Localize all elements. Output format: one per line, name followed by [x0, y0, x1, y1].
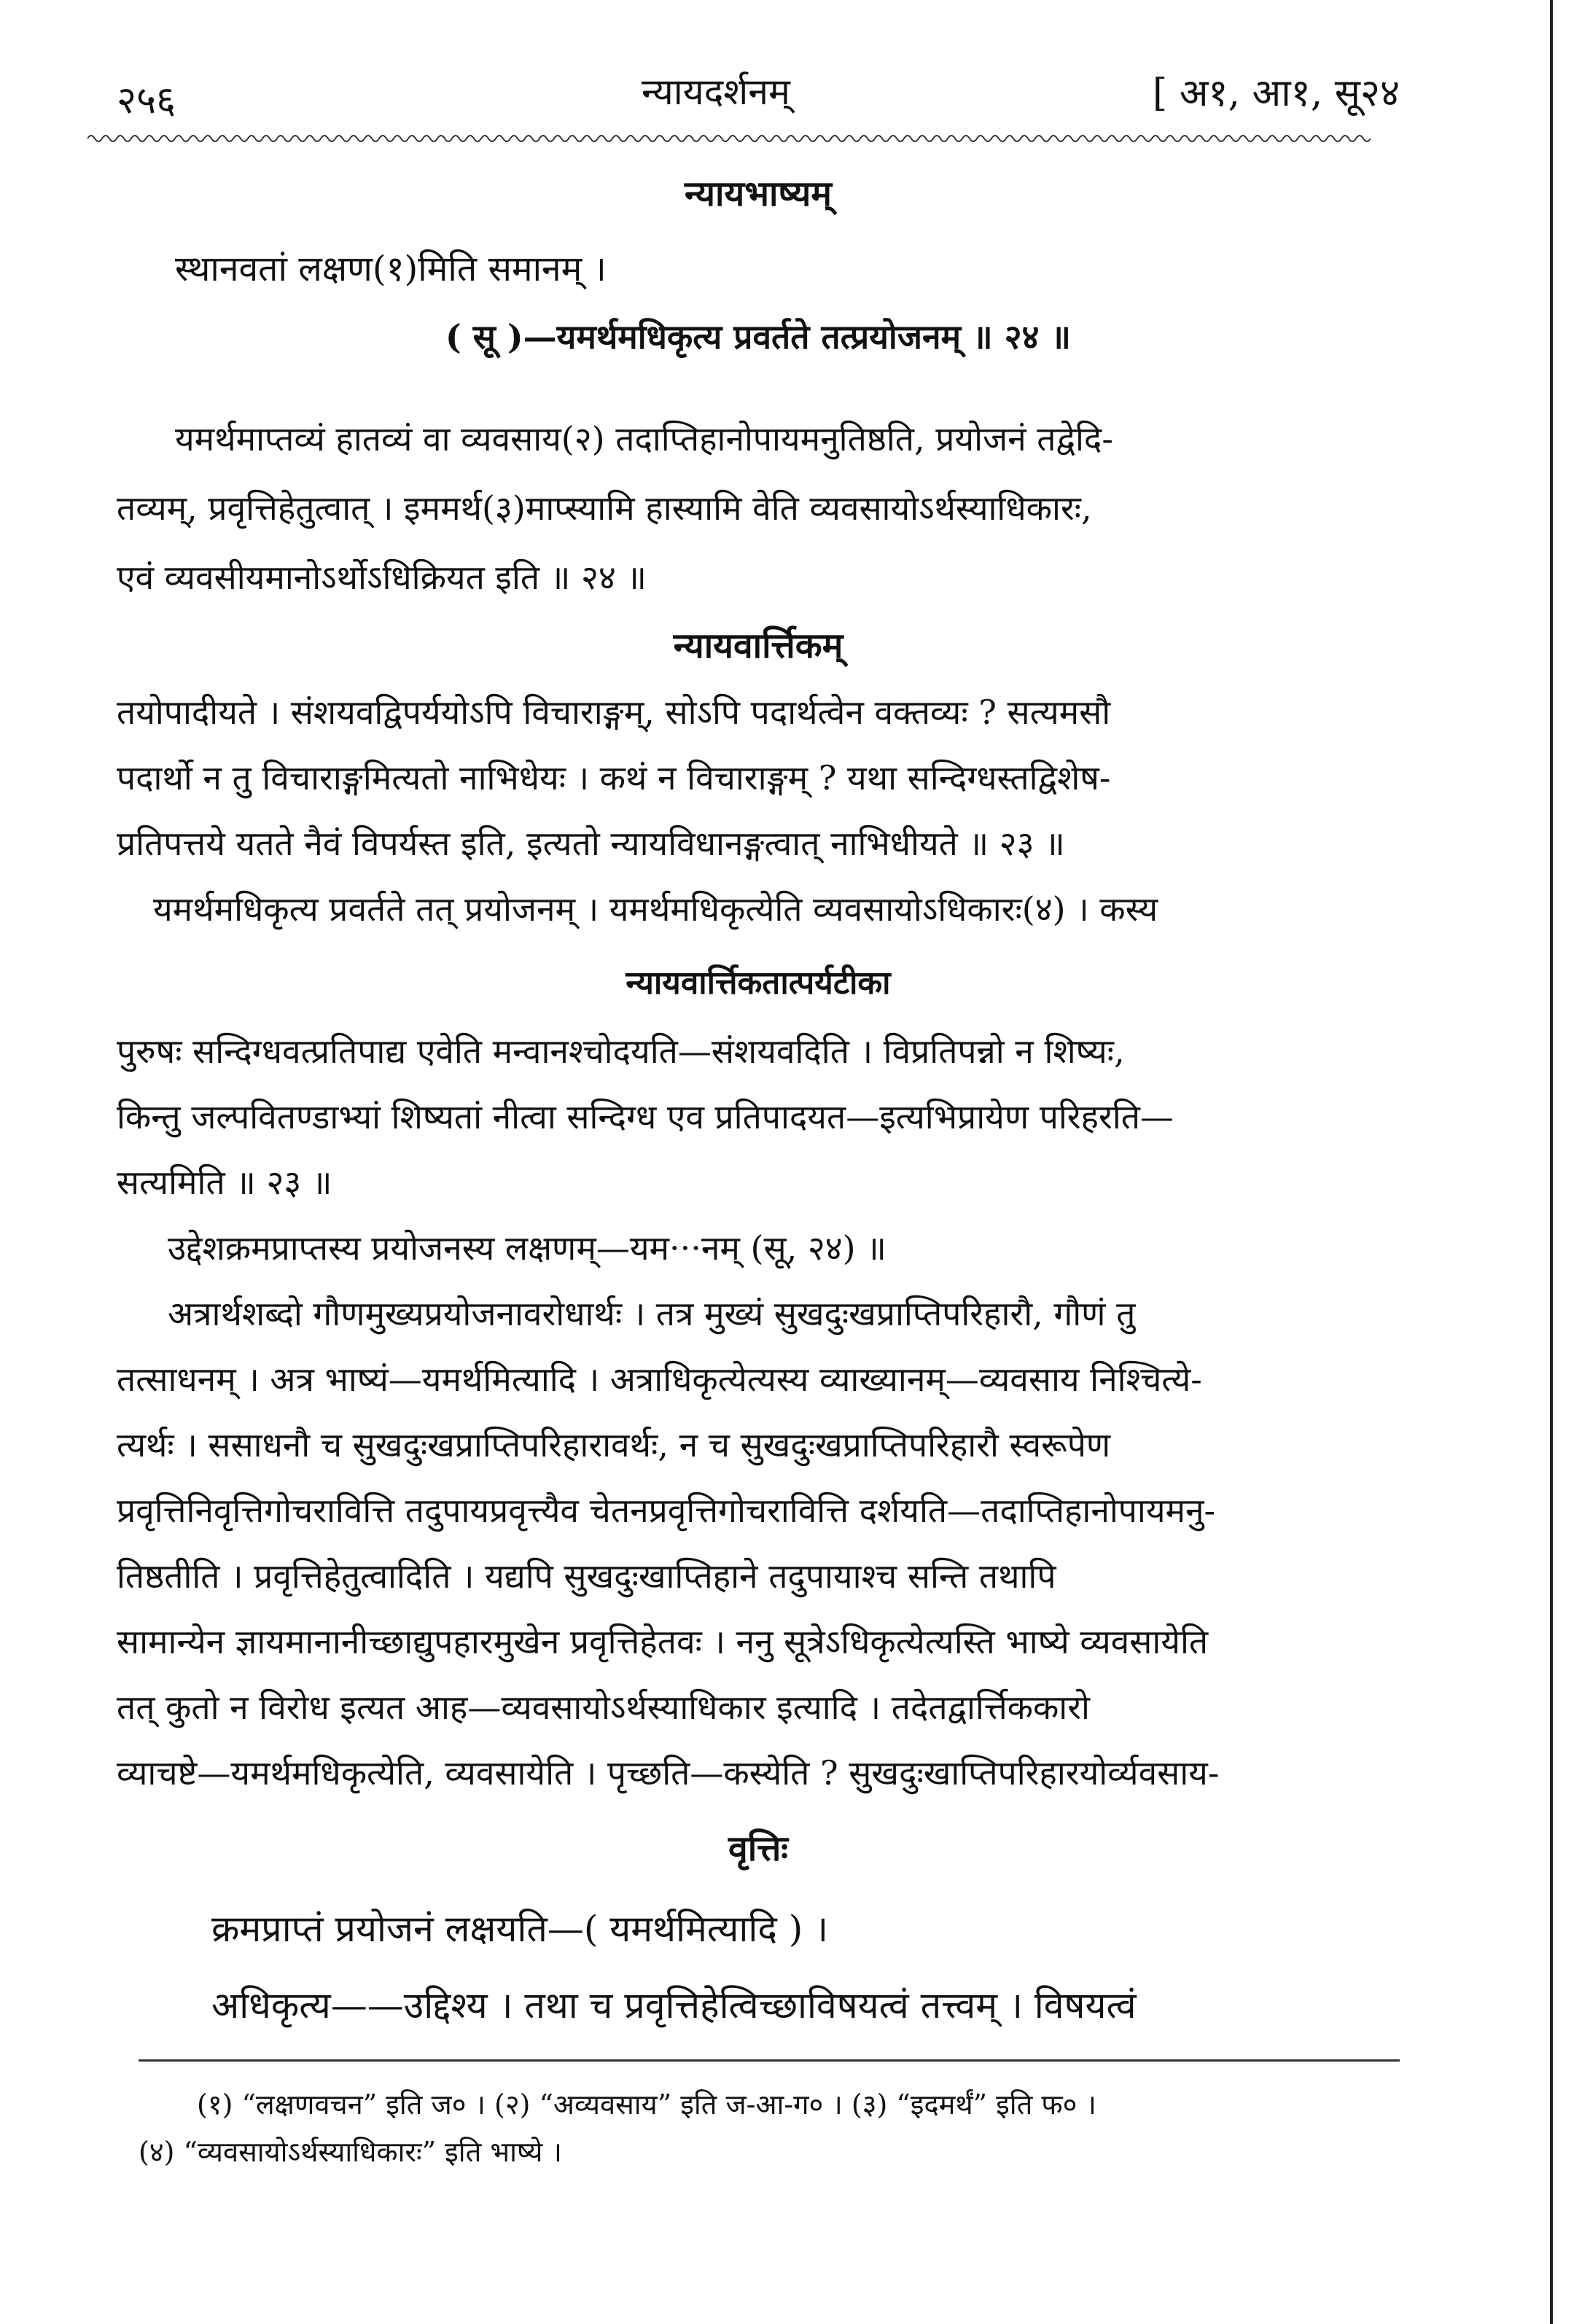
tika-line: तत्साधनम् । अत्र भाष्यं—यमर्थमित्यादि । अत्राधिकृत्येत्यस्य व्याख्यानम्—व्यवसाय निश्चित्ये-: [117, 1360, 1202, 1399]
tika-line: अत्रार्थशब्दो गौणमुख्यप्रयोजनावरोधार्थः । तत्र मुख्यं सुखदुःखप्राप्तिपरिहारौ, गौणं तु: [168, 1294, 1136, 1333]
tika-heading: न्यायवार्त्तिकतात्पर्यटीका: [626, 964, 891, 1002]
vartika-line: पदार्थो न तु विचाराङ्गमित्यतो नाभिधेयः । कथं न विचाराङ्गम् ? यथा सन्दिग्धस्तद्विशेष-: [117, 758, 1111, 798]
page-edge-rule: [1550, 0, 1553, 2324]
footnote-line: (१) “लक्षणवचन” इति ज० । (२) “अव्यवसाय” इति ज-आ-ग० । (३) “इदमर्थं” इति फ० ।: [197, 2089, 1096, 2121]
vritti-line: क्रमप्राप्तं प्रयोजनं लक्षयति—( यमर्थमित्यादि ) ।: [211, 1908, 829, 1950]
tika-line: प्रवृत्तिनिवृत्तिगोचरावित्ति तदुपायप्रवृत्त्यैव चेतनप्रवृत्तिगोचरावित्ति दर्शयति—तदाप्तिहानोपायमनु-: [117, 1491, 1216, 1530]
bhashya-line: तव्यम्, प्रवृत्तिहेतुत्वात् । इममर्थ(३)माप्स्यामि हास्यामि वेति व्यवसायोऽर्थस्याधिकारः,: [117, 488, 1092, 528]
tika-line: किन्तु जल्पवितण्डाभ्यां शिष्यतां नीत्वा सन्दिग्ध एव प्रतिपादयत—इत्यभिप्रायेण परिहरति—: [117, 1097, 1174, 1136]
running-header: [117, 58, 1400, 124]
bhashya-line: एवं व्यवसीयमानोऽर्थोऽधिक्रियत इति ॥ २४ ॥: [117, 558, 647, 597]
vartika-line: तयोपादीयते । संशयवद्विपर्ययोऽपि विचाराङ्गम्, सोऽपि पदार्थत्वेन वक्तव्यः ? सत्यमसौ: [117, 693, 1111, 732]
tika-line: व्याचष्टे—यमर्थमधिकृत्येति, व्यवसायेति । पृच्छति—कस्येति ? सुखदुःखाप्तिपरिहारयोर्व्यवसाय-: [117, 1753, 1220, 1793]
footnote-line: (४) “व्यवसायोऽर्थस्याधिकारः” इति भाष्ये ।: [139, 2136, 562, 2168]
tika-line: तत् कुतो न विरोध इत्यत आह—व्यवसायोऽर्थस्याधिकार इत्यादि । तदेतद्वार्त्तिककारो: [117, 1688, 1090, 1727]
bhashya-pre-line: स्थानवतां लक्षण(१)मिति समानम् ।: [175, 249, 607, 289]
bhashya-line: यमर्थमाप्तव्यं हातव्यं वा व्यवसाय(२) तदाप्तिहानोपायमनुतिष्ठति, प्रयोजनं तद्वेदि-: [175, 419, 1113, 459]
section-reference: [ अ१, आ१, सू२४: [1152, 71, 1400, 115]
tika-line: तिष्ठतीति । प्रवृत्तिहेतुत्वादिति । यद्यपि सुखदुःखाप्तिहाने तदुपायाश्च सन्ति तथापि: [117, 1556, 1056, 1596]
vritti-line: अधिकृत्य——उद्दिश्य । तथा च प्रवृत्तिहेत्विच्छाविषयत्वं तत्त्वम् । विषयत्वं: [211, 1984, 1137, 2027]
vartika-heading: न्यायवार्त्तिकम्: [673, 625, 843, 666]
tika-line: सत्यमिति ॥ २३ ॥: [117, 1163, 332, 1202]
page-number: २५६: [117, 79, 176, 122]
vritti-heading: वृत्तिः: [728, 1828, 788, 1869]
sutra-24: ( सू )—यमर्थमधिकृत्य प्रवर्तते तत्प्रयोजनम् ॥ २४ ॥: [445, 317, 1071, 356]
tika-line: त्यर्थः । ससाधनौ च सुखदुःखप्राप्तिपरिहारावर्थः, न च सुखदुःखप्राप्तिपरिहारौ स्वरूपेण: [117, 1425, 1111, 1465]
tika-line: उद्देशक्रमप्राप्तस्य प्रयोजनस्य लक्षणम्—यम···नम् (सू, २४) ॥: [168, 1228, 887, 1268]
tika-line: पुरुषः सन्दिग्धवत्प्रतिपाद्य एवेति मन्वानश्चोदयति—संशयवदिति । विप्रतिपन्नो न शिष्यः,: [117, 1032, 1125, 1071]
bhashya-heading: न्यायभाष्यम्: [684, 173, 833, 214]
vartika-line: यमर्थमधिकृत्य प्रवर्तते तत् प्रयोजनम् । यमर्थमधिकृत्येति व्यवसायोऽधिकारः(४) । कस्य: [153, 889, 1158, 929]
vartika-line: प्रतिपत्तये यतते नैवं विपर्यस्त इति, इत्यतो न्यायविधानङ्गत्वात् नाभिधीयते ॥ २३ ॥: [117, 824, 1065, 863]
tika-line: सामान्येन ज्ञायमानानीच्छाद्युपहारमुखेन प्रवृत्तिहेतवः । ननु सूत्रेऽधिकृत्येत्यस्ति भाष्ये व्यवसायेति: [117, 1622, 1209, 1661]
header-wavy-rule: [87, 131, 1371, 146]
running-title: न्यायदर्शनम्: [642, 71, 790, 113]
footnote-rule: [139, 2059, 1400, 2062]
